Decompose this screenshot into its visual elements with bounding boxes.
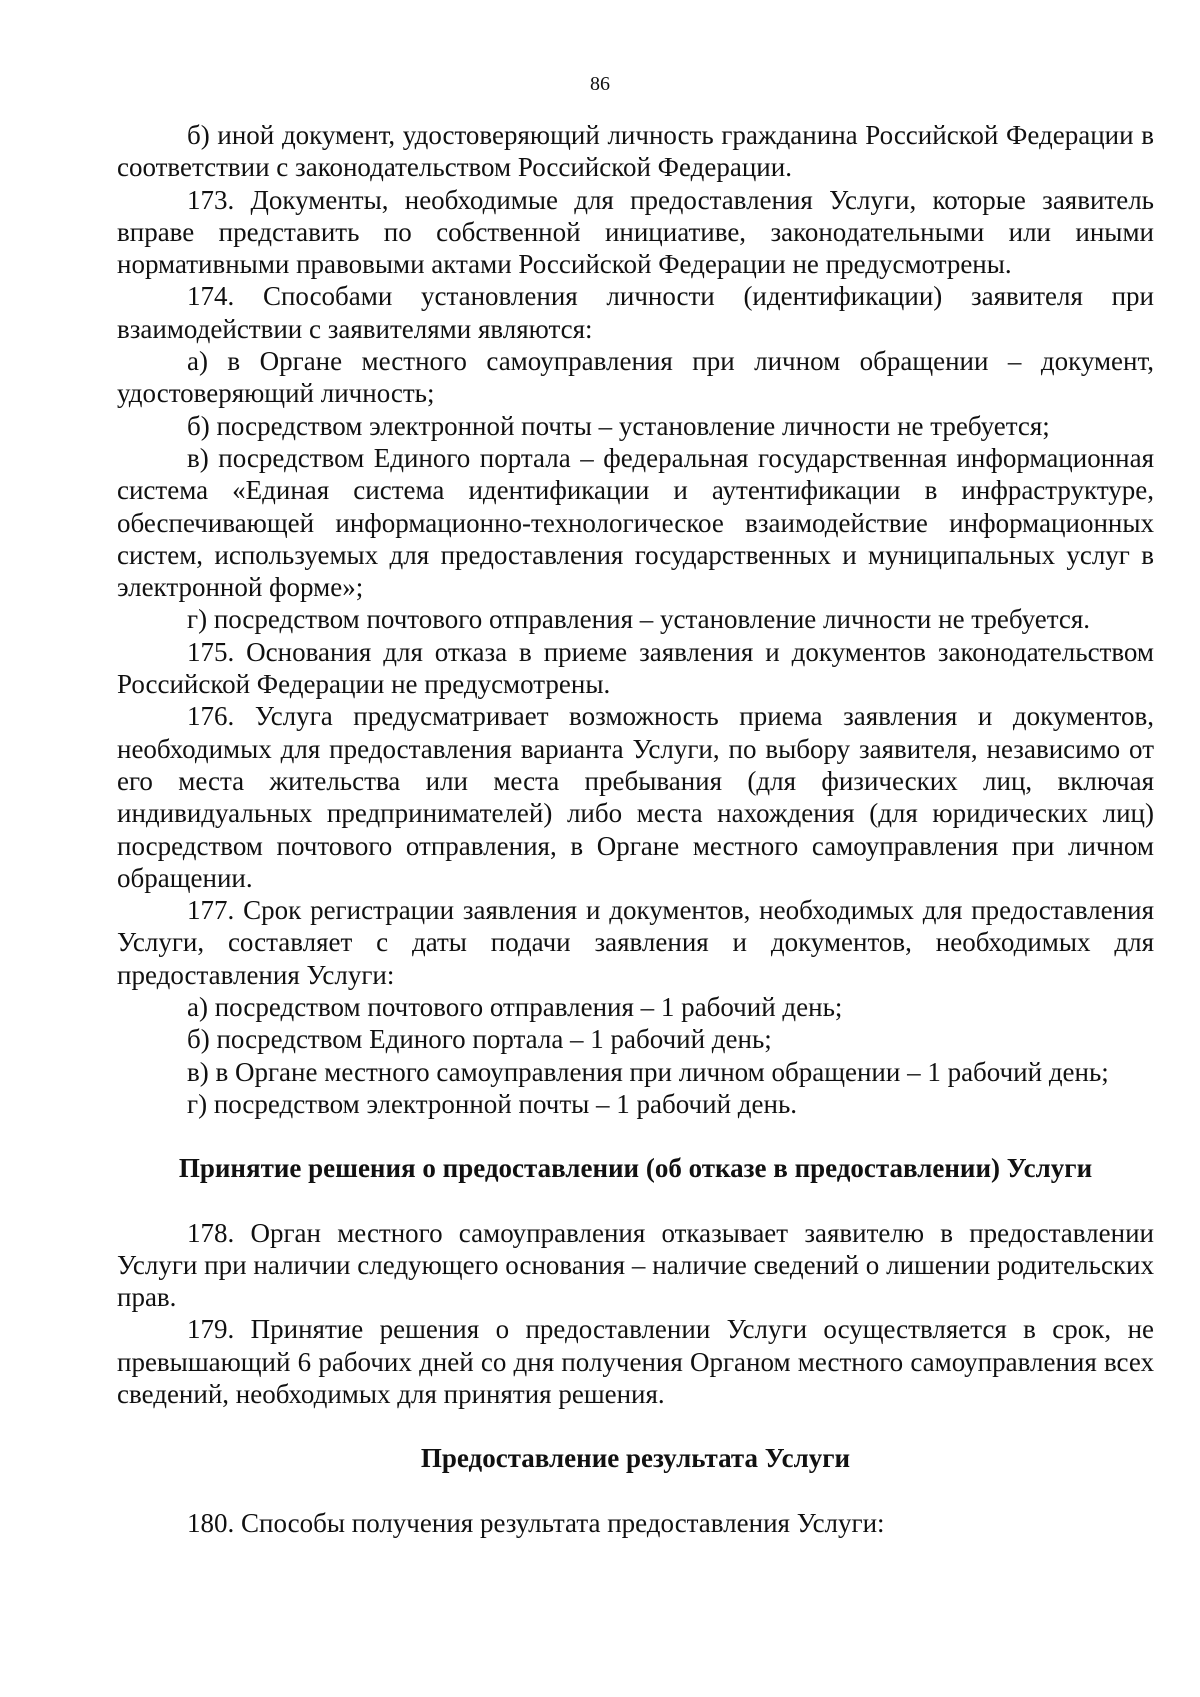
list-item-174-b: б) посредством электронной почты – установление личности не требуется; [187, 410, 1050, 441]
list-item-177-v: в) в Органе местного самоуправления при личном обращении – 1 рабочий день; [187, 1056, 1109, 1087]
paragraph-175: 175. Основания для отказа в приеме заявления и документов законодательством Российской Федерации не предусмотрены. [117, 636, 1154, 700]
paragraph-identity-document-b: б) иной документ, удостоверяющий личность гражданина Российской Федерации в соответствии с законодательством Российской Федерации. [117, 120, 1154, 183]
section-heading-result: Предоставление результата Услуги [420, 1443, 851, 1474]
page-number: 86 [590, 73, 610, 95]
paragraph-173: 173. Документы, необходимые для предоставления Услуги, которые заявитель вправе представить по собственной инициативе, законодательными или иными нормативными правовыми актами Российской Федерации не предусмотрены. [117, 184, 1154, 280]
list-item-174-g: г) посредством почтового отправления – установление личности не требуется. [187, 604, 1091, 635]
paragraph-177: 177. Срок регистрации заявления и документов, необходимых для предоставления Услуги, составляет с даты подачи заявления и документов, необходимых для предоставления Услуги: [117, 895, 1154, 990]
paragraph-176: 176. Услуга предусматривает возможность приема заявления и документов, необходимых для предоставления варианта Услуги, по выбору заявителя, независимо от его места жительства или места пребывания (для физических лиц, включая индивидуальных предпринимателей) либо места нахождения (для юридических лиц) посредством почтового отправления, в Органе местного самоуправления при личном обращении. [117, 701, 1154, 893]
paragraph-180: 180. Способы получения результата предоставления Услуги: [187, 1507, 885, 1538]
document-body [117, 119, 1154, 1539]
paragraph-178: 178. Орган местного самоуправления отказывает заявителю в предоставлении Услуги при наличии следующего основания – наличие сведений о лишении родительских прав. [117, 1217, 1154, 1313]
list-item-177-g: г) посредством электронной почты – 1 рабочий день. [187, 1088, 798, 1119]
paragraph-179: 179. Принятие решения о предоставлении Услуги осуществляется в срок, не превышающий 6 рабочих дней со дня получения Органом местного самоуправления всех сведений, необходимых для принятия решения. [117, 1314, 1154, 1409]
list-item-177-a: а) посредством почтового отправления – 1 рабочий день; [187, 992, 843, 1023]
list-item-177-b: б) посредством Единого портала – 1 рабочий день; [187, 1024, 772, 1055]
paragraph-174: 174. Способами установления личности (идентификации) заявителя при взаимодействии с заявителями являются: [117, 281, 1154, 344]
section-heading-decision: Принятие решения о предоставлении (об отказе в предоставлении) Услуги [178, 1153, 1093, 1184]
list-item-174-v: в) посредством Единого портала – федеральная государственная информационная система «Единая система идентификации и аутентификации в инфраструктуре, обеспечивающей информационно-технологическое взаимодействие информационных систем, используемых для предоставления государственных и муниципальных услуг в электронной форме»; [117, 442, 1154, 603]
list-item-174-a: а) в Органе местного самоуправления при личном обращении – документ, удостоверяющий личность; [117, 346, 1154, 409]
